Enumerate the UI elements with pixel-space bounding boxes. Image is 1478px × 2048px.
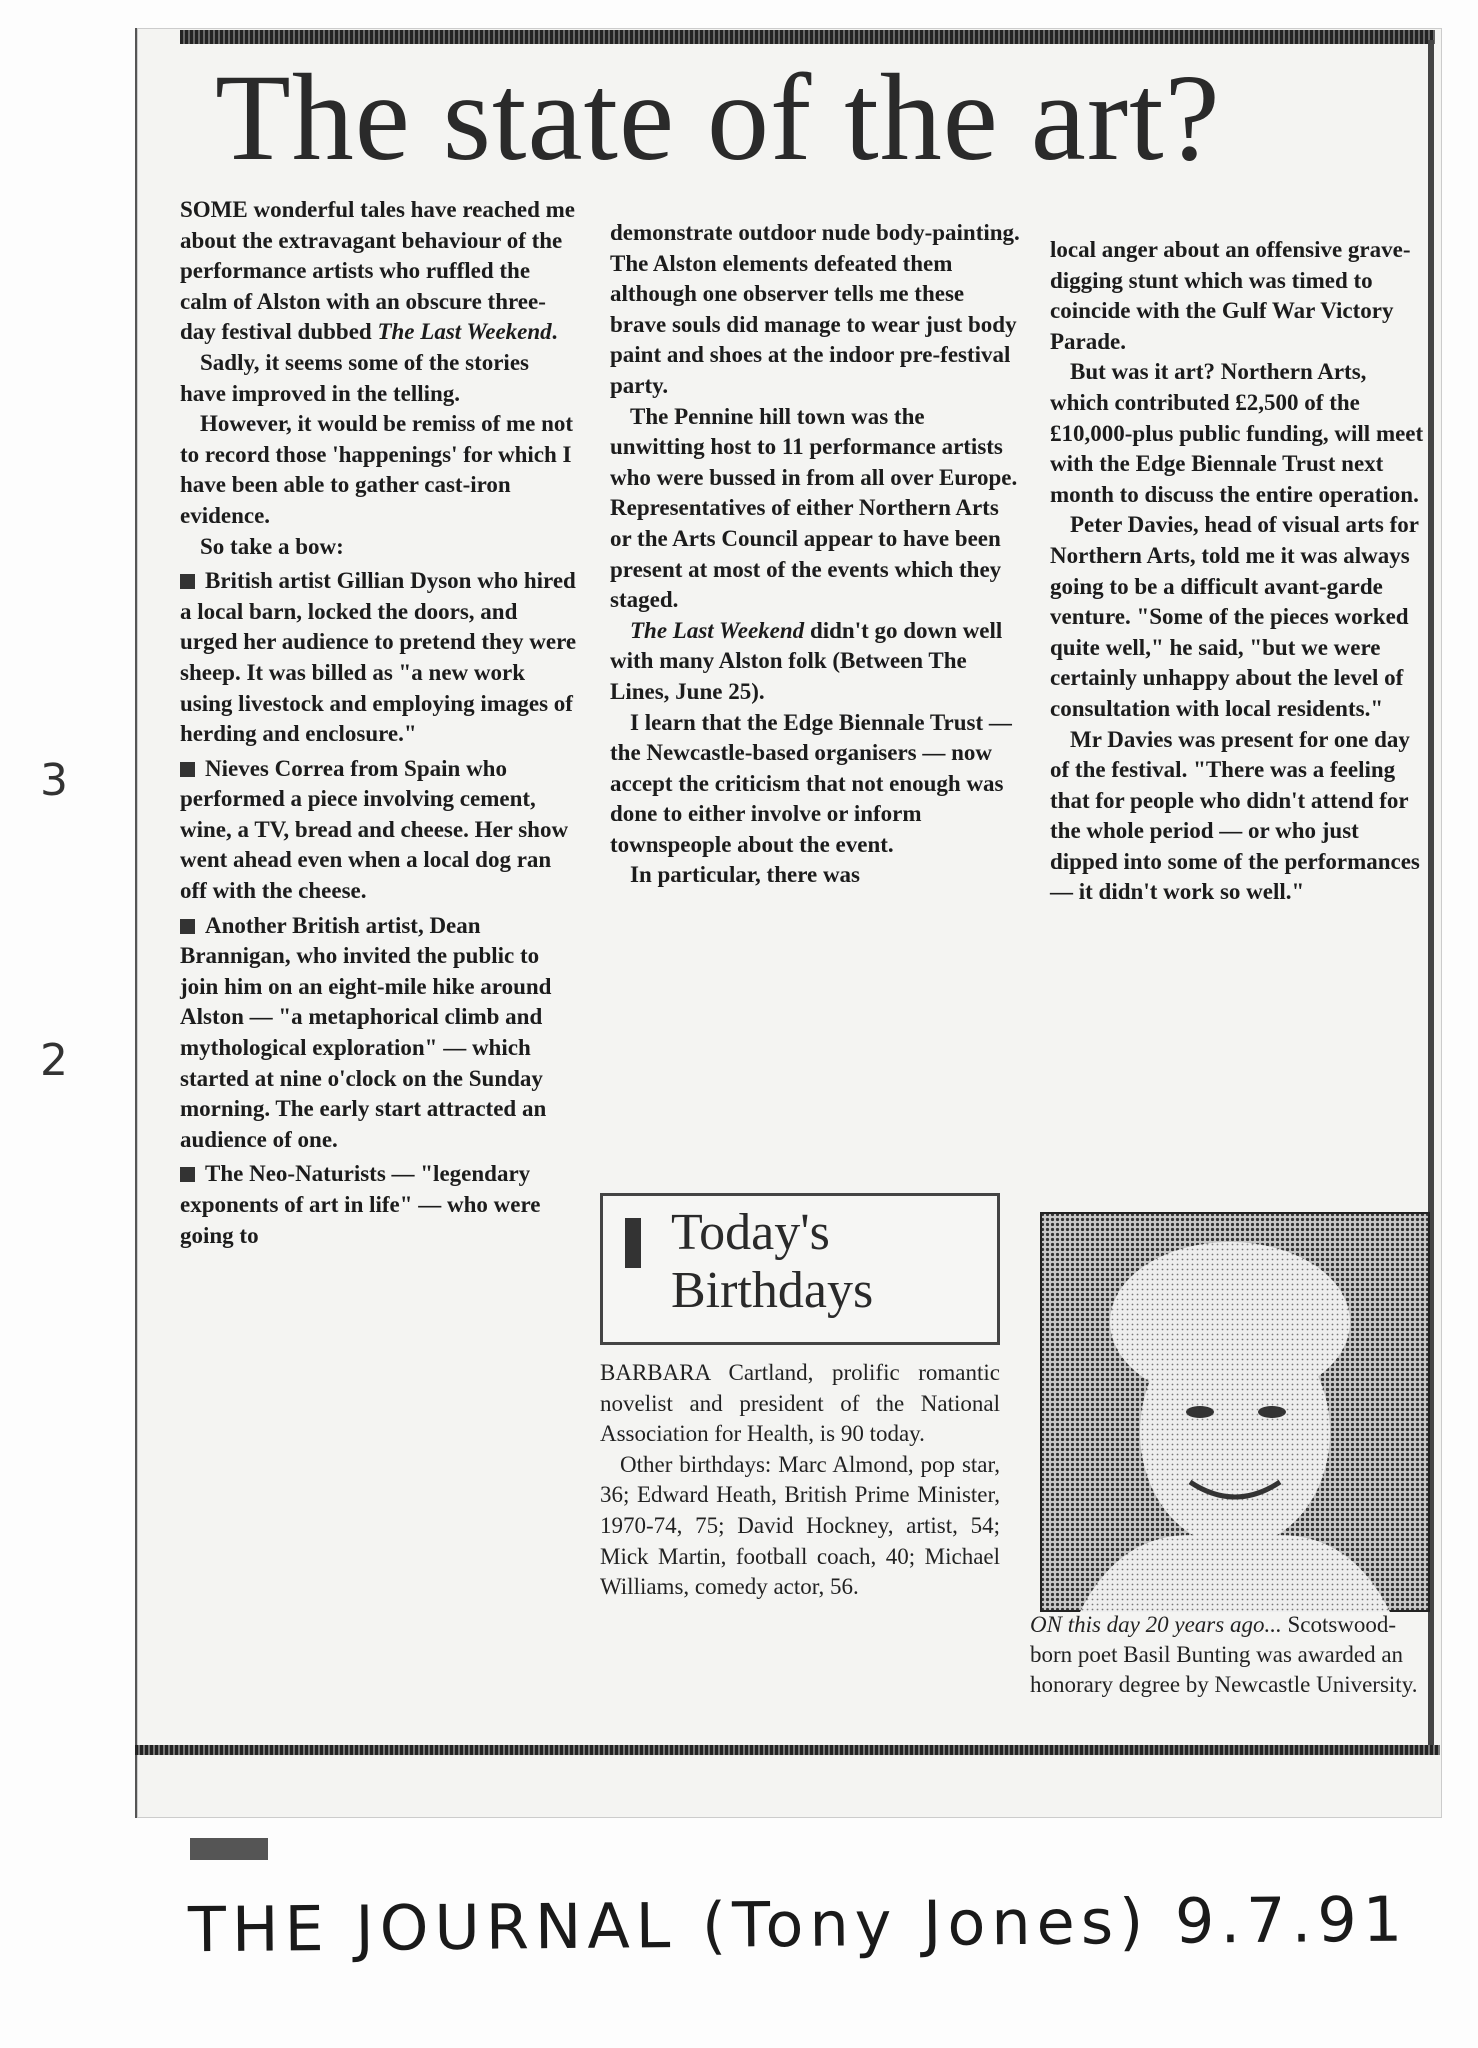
square-bullet-icon [180, 1167, 195, 1182]
bullet-item: British artist Gillian Dyson who hired a local barn, locked the doors, and urged her audience to pretend they were sheep. It was billed as "a new work using livestock and employing images of herding and enclosure." [180, 568, 577, 747]
paragraph: demonstrate outdoor nude body-painting. The Alston elements defeated them although one observer tells me these brave souls did manage to wear just body paint and shoes at the indoor pre-festival party. [610, 220, 1020, 398]
article-column-3 [1050, 235, 1425, 908]
paragraph: SOME wonderful tales have reached me about the extravagant behaviour of the performance artists who ruffled the calm of Alston with an obscure three-day festival dubbed The Last Weekend. [180, 197, 576, 345]
bullet-item: The Neo-Naturists — "legendary exponents of art in life" — who were going to [180, 1161, 541, 1248]
bottom-rule [135, 1745, 1440, 1755]
paragraph: I learn that the Edge Biennale Trust — the Newcastle-based organisers — now accept the criticism that not enough was done to either involve or inform townspeople about the event. [610, 709, 1012, 857]
ink-smudge [190, 1838, 268, 1860]
paragraph: Other birthdays: Marc Almond, pop star, 36; Edward Heath, British Prime Minister, 1970-74, 75; David Hockney, artist, 54; Mick Martin, football coach, 40; Michael Williams, comedy actor, 56. [600, 1451, 1000, 1600]
top-rule [180, 30, 1435, 44]
portrait-photo [1040, 1212, 1430, 1612]
paragraph: The Last Weekend didn't go down well with many Alston folk (Between The Lines, June 25). [610, 617, 1003, 704]
birthdays-title: Today's Birthdays [671, 1204, 874, 1319]
square-bullet-icon [180, 762, 195, 777]
caption-text: Scotswood-born poet Basil Bunting was awarded an honorary degree by Newcastle University. [1030, 1612, 1418, 1697]
heading-bar-icon [625, 1218, 641, 1268]
article-column-2 [610, 218, 1020, 891]
margin-annotation: 3 [40, 755, 68, 806]
paragraph: Mr Davies was present for one day of the festival. "There was a feeling that for people who didn't attend for the whole period — or who just dipped into some of the performances — it didn't work so well." [1050, 726, 1420, 905]
paragraph: local anger about an offensive grave-digging stunt which was timed to coincide with the Gulf War Victory Parade. [1050, 237, 1411, 354]
square-bullet-icon [180, 919, 195, 934]
paragraph: Peter Davies, head of visual arts for Northern Arts, told me it was always going to be a difficult avant-garde venture. "Some of the pieces worked quite well," he said, "but we were certainly unhappy about the level of consultation with local residents." [1050, 512, 1419, 721]
article-column-1 [180, 195, 580, 1251]
paragraph: But was it art? Northern Arts, which contributed £2,500 of the £10,000-plus public funding, will meet with the Edge Biennale Trust next month to discuss the entire operation. [1050, 359, 1424, 507]
paragraph: However, it would be remiss of me not to record those 'happenings' for which I have been able to gather cast-iron evidence. [180, 411, 574, 528]
birthdays-text [600, 1358, 1000, 1603]
paragraph: BARBARA Cartland, prolific romantic novelist and president of the National Association for Health, is 90 today. [600, 1360, 1000, 1447]
photo-caption [1030, 1610, 1430, 1700]
bullet-item: Another British artist, Dean Brannigan, who invited the public to join him on an eight-mile hike around Alston — "a metaphorical climb and mythological exploration" — which started at nine o'clock on the Sunday morning. The early start attracted an audience of one. [180, 912, 552, 1152]
birthdays-heading-box [600, 1193, 1000, 1345]
handwritten-note: THE JOURNAL (Tony Jones) 9.7.91 [187, 1882, 1409, 1967]
paragraph: The Pennine hill town was the unwitting host to 11 performance artists who were bussed in from all over Europe. Representatives of either Northern Arts or the Arts Council appear to have been present at most of the events which they staged. [610, 403, 1018, 613]
paragraph: So take a bow: [200, 533, 344, 559]
caption-lead: ON this day 20 years ago... [1030, 1612, 1282, 1637]
bullet-item: Nieves Correa from Spain who performed a piece involving cement, wine, a TV, bread and cheese. Her show went ahead even when a local dog ran off with the cheese. [180, 755, 569, 904]
paragraph: Sadly, it seems some of the stories have improved in the telling. [180, 349, 529, 406]
square-bullet-icon [180, 574, 195, 589]
margin-annotation: 2 [40, 1035, 68, 1086]
headline: The state of the art? [215, 49, 1221, 186]
paragraph: In particular, there was [630, 862, 860, 888]
